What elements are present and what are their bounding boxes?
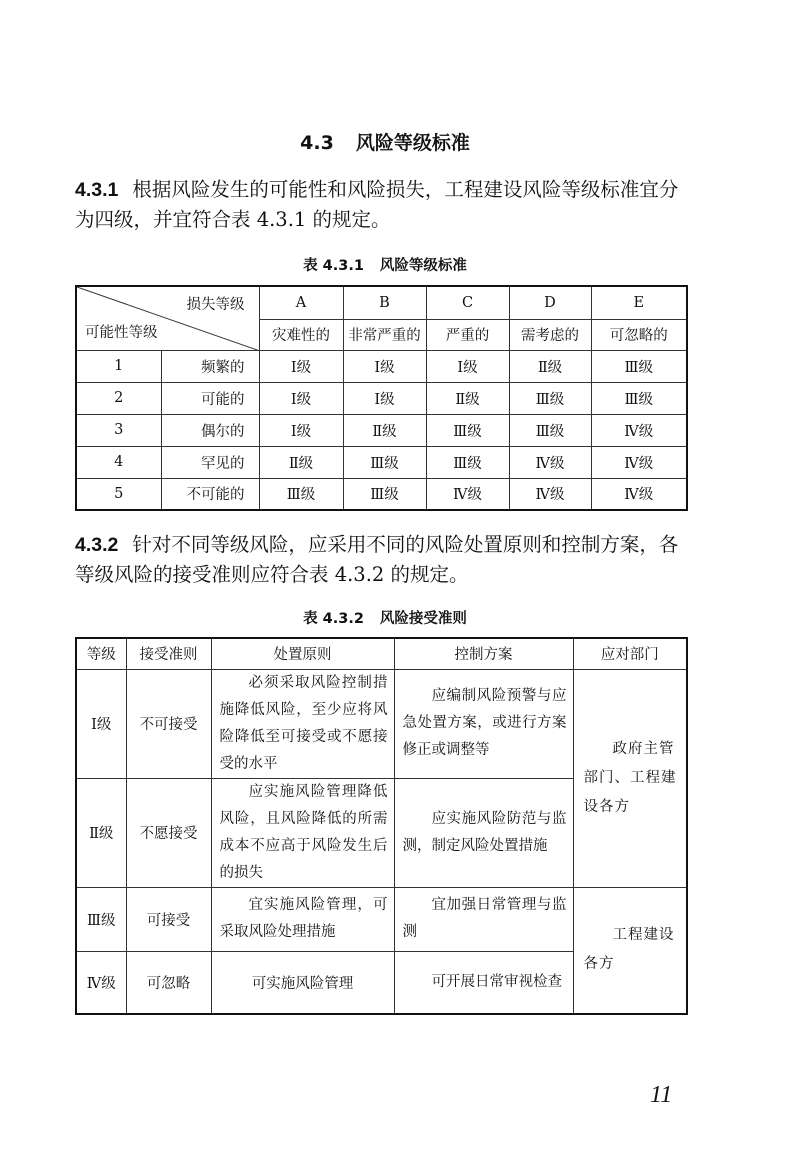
- likelihood-level-label: 可能性等级: [85, 324, 158, 341]
- principle-cell: 可实施风险管理: [211, 951, 394, 1014]
- plan-cell: 应编制风险预警与应急处置方案，或进行方案修正或调整等: [394, 669, 573, 778]
- grade-cell: Ⅱ级: [426, 382, 509, 414]
- plan-cell: 宜加强日常管理与监测: [394, 887, 573, 951]
- acceptance-cell: 不可接受: [126, 669, 211, 778]
- table-header-row: [76, 638, 687, 669]
- level-cell: Ⅳ级: [76, 951, 126, 1014]
- column-header: 等级: [76, 638, 126, 669]
- loss-name: 非常严重的: [343, 319, 426, 350]
- column-header: 控制方案: [394, 638, 573, 669]
- grade-cell: Ⅲ级: [426, 446, 509, 478]
- level-cell: Ⅲ级: [76, 887, 126, 951]
- likelihood-name: 罕见的: [161, 446, 259, 478]
- level-cell: Ⅱ级: [76, 778, 126, 887]
- column-header: 处置原则: [211, 638, 394, 669]
- clause-4-3-1: 4.3.1 根据风险发生的可能性和风险损失，工程建设风险等级标准宜分为四级，并宜符合表 4.3.1 的规定。: [75, 178, 679, 231]
- loss-code: E: [591, 286, 687, 319]
- table-row: [76, 887, 687, 951]
- grade-cell: Ⅰ级: [259, 350, 343, 382]
- page-number: 11: [650, 1082, 673, 1108]
- table-row: [76, 478, 687, 510]
- grade-cell: Ⅳ级: [591, 414, 687, 446]
- row-number: 1: [76, 350, 161, 382]
- principle-cell: 宜实施风险管理，可采取风险处理措施: [211, 887, 394, 951]
- table2-caption: 表 4.3.2 风险接受准则: [303, 611, 467, 627]
- grade-cell: Ⅱ级: [343, 414, 426, 446]
- section-heading: 4.3 风险等级标准: [300, 132, 470, 154]
- grade-cell: Ⅳ级: [509, 446, 591, 478]
- loss-name: 严重的: [426, 319, 509, 350]
- grade-cell: Ⅲ级: [509, 382, 591, 414]
- principle-cell: 应实施风险管理降低风险，且风险降低的所需成本不应高于风险发生后的损失: [211, 778, 394, 887]
- grade-cell: Ⅲ级: [426, 414, 509, 446]
- table-row: [76, 446, 687, 478]
- likelihood-name: 不可能的: [161, 478, 259, 510]
- grade-cell: Ⅲ级: [591, 350, 687, 382]
- grade-cell: Ⅲ级: [343, 446, 426, 478]
- grade-cell: Ⅰ级: [259, 414, 343, 446]
- plan-cell: 应实施风险防范与监测，制定风险处置措施: [394, 778, 573, 887]
- acceptance-cell: 可接受: [126, 887, 211, 951]
- grade-cell: Ⅰ级: [426, 350, 509, 382]
- grade-cell: Ⅱ级: [259, 446, 343, 478]
- principle-cell: 必须采取风险控制措施降低风险，至少应将风险降低至可接受或不愿接受的水平: [211, 669, 394, 778]
- row-number: 5: [76, 478, 161, 510]
- grade-cell: Ⅳ级: [591, 446, 687, 478]
- likelihood-name: 偶尔的: [161, 414, 259, 446]
- department-cell: 工程建设各方: [573, 887, 687, 1014]
- grade-cell: Ⅳ级: [591, 478, 687, 510]
- grade-cell: Ⅱ级: [509, 350, 591, 382]
- column-header: 接受准则: [126, 638, 211, 669]
- risk-acceptance-table: [75, 637, 688, 1015]
- row-number: 3: [76, 414, 161, 446]
- loss-level-label: 损失等级: [186, 297, 245, 313]
- table-row: [76, 350, 687, 382]
- loss-code: B: [343, 286, 426, 319]
- plan-cell: 可开展日常审视检查: [394, 951, 573, 1014]
- grade-cell: Ⅲ级: [343, 478, 426, 510]
- table1-caption: 表 4.3.1 风险等级标准: [303, 258, 467, 274]
- likelihood-name: 频繁的: [161, 350, 259, 382]
- table-row: [76, 414, 687, 446]
- department-cell: 政府主管部门、工程建设各方: [573, 669, 687, 887]
- corner-header: [76, 286, 259, 350]
- loss-name: 需考虑的: [509, 319, 591, 350]
- acceptance-cell: 可忽略: [126, 951, 211, 1014]
- row-number: 2: [76, 382, 161, 414]
- grade-cell: Ⅰ级: [343, 350, 426, 382]
- grade-cell: Ⅳ级: [509, 478, 591, 510]
- acceptance-cell: 不愿接受: [126, 778, 211, 887]
- table-row: [76, 382, 687, 414]
- likelihood-name: 可能的: [161, 382, 259, 414]
- grade-cell: Ⅰ级: [343, 382, 426, 414]
- grade-cell: Ⅲ级: [591, 382, 687, 414]
- clause-4-3-2: 4.3.2 针对不同等级风险，应采用不同的风险处置原则和控制方案，各等级风险的接受准则应符合表 4.3.2 的规定。: [75, 533, 679, 586]
- loss-code: D: [509, 286, 591, 319]
- risk-level-table: [75, 285, 688, 511]
- row-number: 4: [76, 446, 161, 478]
- loss-name: 可忽略的: [591, 319, 687, 350]
- table-row: [76, 669, 687, 778]
- grade-cell: Ⅰ级: [259, 382, 343, 414]
- grade-cell: Ⅳ级: [426, 478, 509, 510]
- loss-name: 灾难性的: [259, 319, 343, 350]
- column-header: 应对部门: [573, 638, 687, 669]
- level-cell: Ⅰ级: [76, 669, 126, 778]
- grade-cell: Ⅲ级: [259, 478, 343, 510]
- loss-code: A: [259, 286, 343, 319]
- grade-cell: Ⅲ级: [509, 414, 591, 446]
- loss-code: C: [426, 286, 509, 319]
